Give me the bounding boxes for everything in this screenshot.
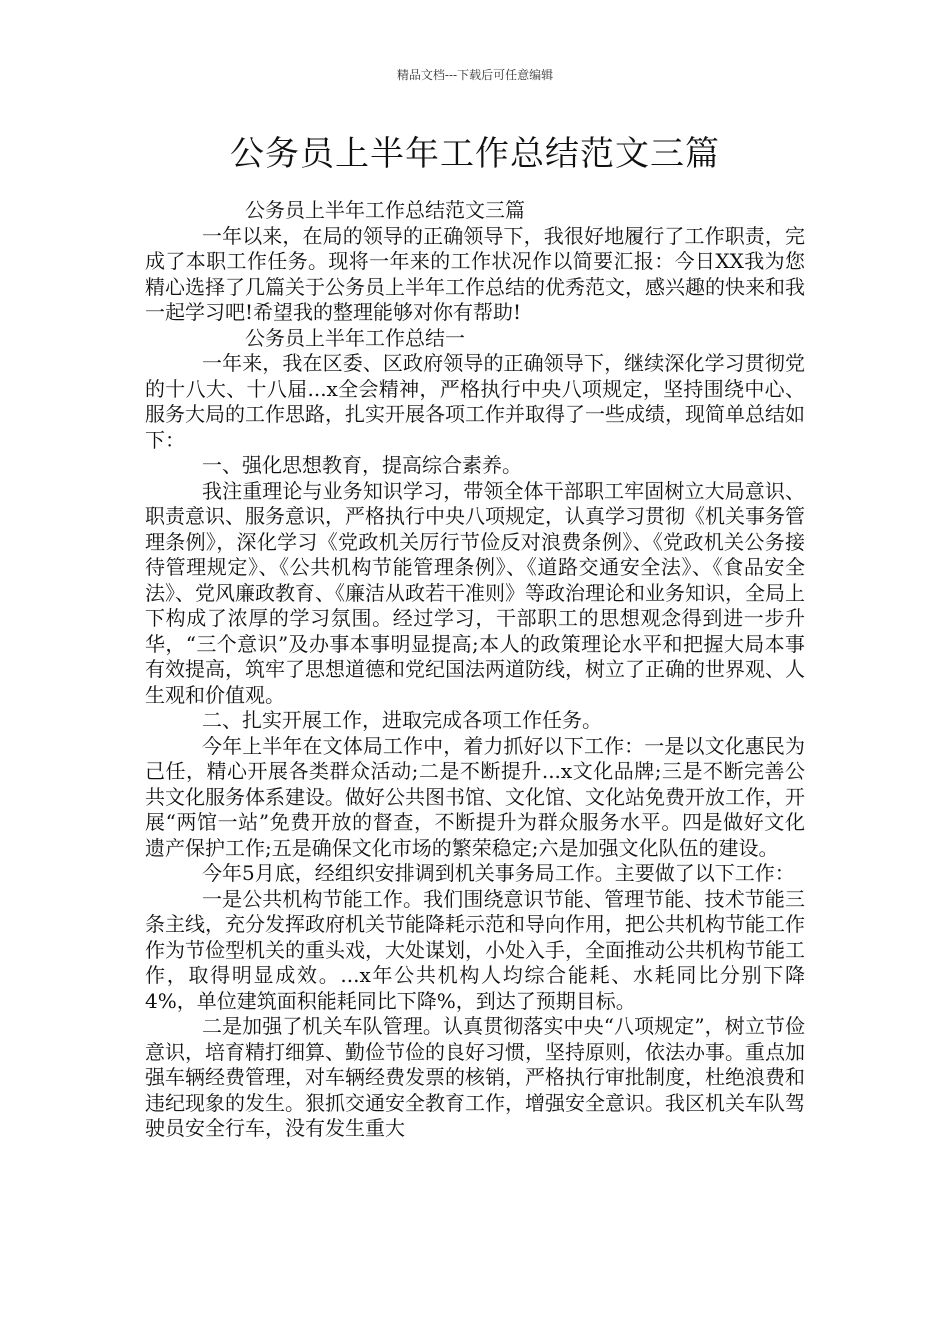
paragraph: 一、强化思想教育，提高综合素养。: [202, 453, 522, 477]
paragraph: 今年5月底，经组织安排调到机关事务局工作。主要做了以下工作：: [202, 861, 795, 885]
paragraph: 公务员上半年工作总结一: [245, 325, 465, 350]
paragraph: 一年来，我在区委、区政府领导的正确领导下，继续深化学习贯彻党的十八大、十八届...x全会精神，严格执行中央八项规定，坚持围绕中心、服务大局的工作思路，扎实开展各项工作并取得了一些成绩，现简单总结如下：: [145, 351, 805, 452]
paragraph: 一年以来，在局的领导的正确领导下，我很好地履行了工作职责，完成了本职工作任务。现将一年来的工作状况作以简要汇报：今日XX我为您精心选择了几篇关于公务员上半年工作总结的优秀范文，感兴趣的快来和我一起学习吧!希望我的整理能够对你有帮助!: [145, 223, 805, 324]
paragraph: 二、扎实开展工作，进取完成各项工作任务。: [202, 708, 602, 732]
document-title: 公务员上半年工作总结范文三篇: [230, 134, 720, 174]
paragraph: 公务员上半年工作总结范文三篇: [245, 198, 525, 222]
document-body: [145, 198, 805, 1142]
paragraph: 今年上半年在文体局工作中，着力抓好以下工作：一是以文化惠民为己任，精心开展各类群众活动;二是不断提升...x文化品牌;三是不断完善公共文化服务体系建设。做好公共图书馆、文化馆、文化站免费开放工作，开展“两馆一站”免费开放的督查，不断提升为群众服务水平。四是做好文化遗产保护工作;五是确保文化市场的繁荣稳定;六是加强文化队伍的建设。: [145, 733, 805, 860]
paragraph: 一是公共机构节能工作。我们围绕意识节能、管理节能、技术节能三条主线，充分发挥政府机关节能降耗示范和导向作用，把公共机构节能工作作为节俭型机关的重头戏，大处谋划，小处入手，全面推动公共机构节能工作，取得明显成效。...x年公共机构人均综合能耗、水耗同比分别下降4%，单位建筑面积能耗同比下降%，到达了预期目标。: [145, 886, 805, 1013]
header-note: 精品文档---下载后可任意编辑: [396, 68, 554, 82]
paragraph: 二是加强了机关车队管理。认真贯彻落实中央“八项规定”，树立节俭意识，培育精打细算、勤俭节俭的良好习惯，坚持原则，依法办事。重点加强车辆经费管理，对车辆经费发票的核销，严格执行审批制度，杜绝浪费和违纪现象的发生。狠抓交通安全教育工作，增强安全意识。我区机关车队驾驶员安全行车，没有发生重大: [145, 1014, 805, 1140]
paragraph: 我注重理论与业务知识学习，带领全体干部职工牢固树立大局意识、职责意识、服务意识，严格执行中央八项规定，认真学习贯彻《机关事务管理条例》，深化学习《党政机关厉行节俭反对浪费条例》、《党政机关公务接待管理规定》、《公共机构节能管理条例》、《道路交通安全法》、《食品安全法》、党风廉政教育、《廉洁从政若干准则》等政治理论和业务知识，全局上下构成了浓厚的学习氛围。经过学习，干部职工的思想观念得到进一步升华，“三个意识”及办事本事明显提高;本人的政策理论水平和把握大局本事有效提高，筑牢了思想道德和党纪国法两道防线，树立了正确的世界观、人生观和价值观。: [145, 478, 805, 707]
